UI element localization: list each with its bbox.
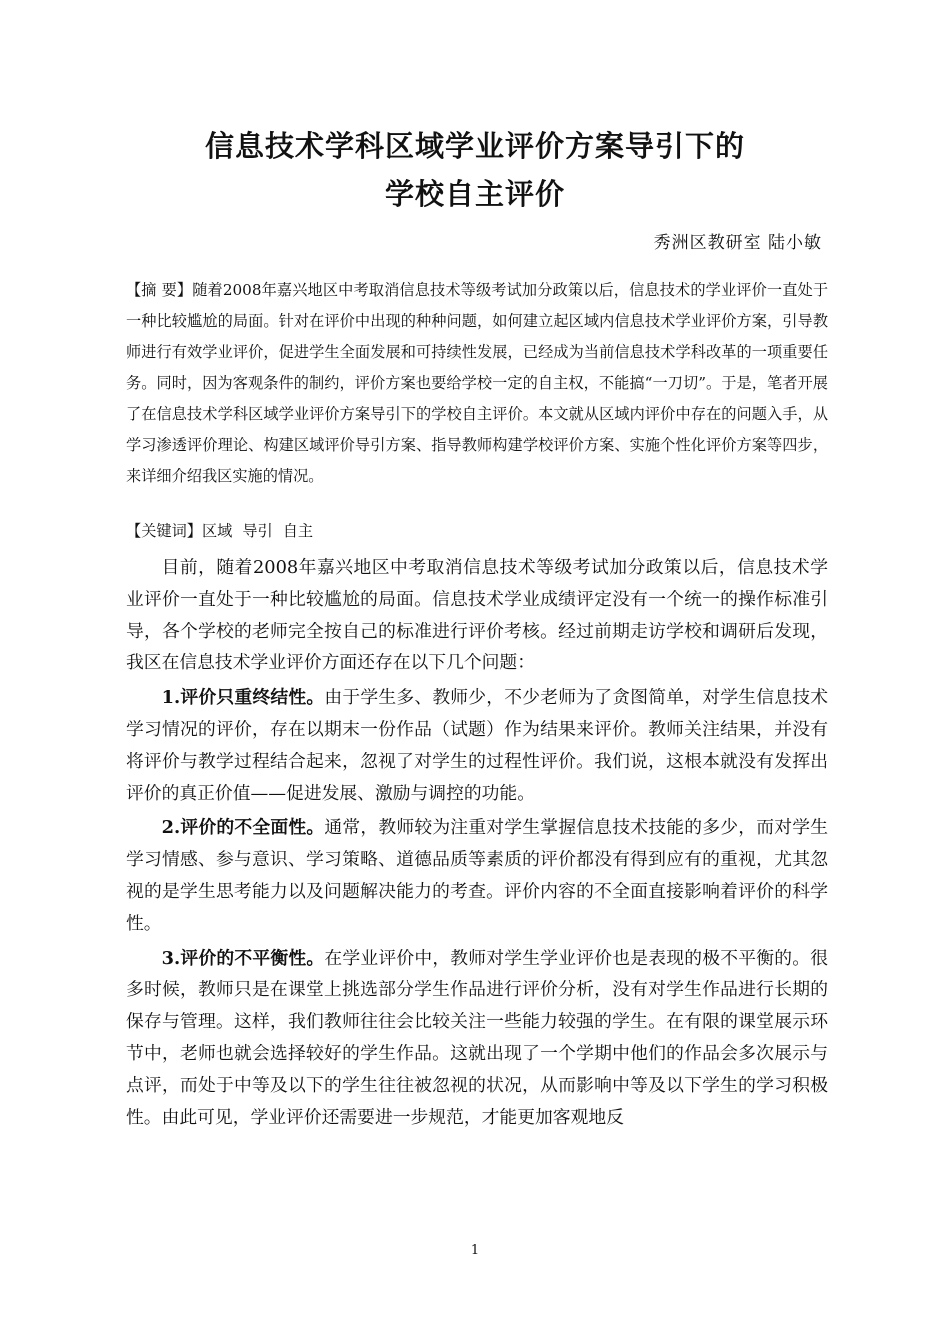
item-heading: 2.评价的不全面性。: [161, 817, 325, 839]
document-title-line1: 信息技术学科区域学业评价方案导引下的: [204, 129, 745, 163]
problem-item-3: [126, 943, 828, 1134]
item-text: 在学业评价中，教师对学生学业评价也是表现的极不平衡的。很多时候，教师只是在课堂上挑选部分学生作品进行评价分析，没有对学生作品进行长期的保存与管理。这样，我们教师往往会比较关注一些能力较强的学生。在有限的课堂展示环节中，老师也就会选择较好的学生作品。这就出现了一个学期中他们的作品会多次展示与点评，而处于中等及以下的学生往往被忽视的状况，从而影响中等及以下学生的学习积极性。由此可见，学业评价还需要进一步规范，才能更加客观地反: [126, 947, 828, 1128]
item-heading: 1.评价只重终结性。: [161, 687, 325, 709]
item-heading: 3.评价的不平衡性。: [161, 947, 325, 969]
page-number: 1: [470, 1243, 480, 1258]
item-text: 由于学生多、教师少，不少老师为了贪图简单，对学生信息技术学习情况的评价，存在以期末一份作品（试题）作为结果来评价。教师关注结果，并没有将评价与教学过程结合起来，忽视了对学生的过程性评价。我们说，这根本就没有发挥出评价的真正价值——促进发展、激励与调控的功能。: [126, 687, 828, 804]
author-line: 秀洲区教研室 陆小敏: [653, 233, 822, 253]
document-title-line2: 学校自主评价: [384, 177, 565, 211]
keyword: 导引: [242, 522, 273, 540]
problem-item-1: [126, 682, 828, 809]
abstract-label: 【摘 要】: [126, 281, 193, 299]
problem-item-2: [126, 812, 828, 939]
keyword: 自主: [282, 522, 314, 540]
body-text: [126, 552, 828, 1133]
abstract-text: 随着2008年嘉兴地区中考取消信息技术等级考试加分政策以后，信息技术的学业评价一直处于一种比较尴尬的局面。针对在评价中出现的种种问题，如何建立起区域内信息技术学业评价方案，引导教师进行有效学业评价，促进学生全面发展和可持续性发展，已经成为当前信息技术学科改革的一项重要任务。同时，因为客观条件的制约，评价方案也要给学校一定的自主权，不能搞“一刀切”。于是，笔者开展了在信息技术学科区域学业评价方案导引下的学校自主评价。本文就从区域内评价中存在的问题入手，从学习渗透评价理论、构建区域评价导引方案、指导教师构建学校评价方案、实施个性化评价方案等四步，来详细介绍我区实施的情况。: [126, 281, 829, 485]
keywords: [126, 520, 323, 541]
abstract: [126, 275, 828, 492]
item-text: 通常，教师较为注重对学生掌握信息技术技能的多少，而对学生学习情感、参与意识、学习策略、道德品质等素质的评价都没有得到应有的重视，尤其忽视的是学生思考能力以及问题解决能力的考查。评价内容的不全面直接影响着评价的科学性。: [126, 817, 828, 934]
keywords-label: 【关键词】: [126, 522, 202, 540]
intro-paragraph: 目前，随着2008年嘉兴地区中考取消信息技术等级考试加分政策以后，信息技术学业评价一直处于一种比较尴尬的局面。信息技术学业成绩评定没有一个统一的操作标准引导，各个学校的老师完全按自己的标准进行评价考核。经过前期走访学校和调研后发现，我区在信息技术学业评价方面还存在以下几个问题：: [126, 557, 828, 674]
keyword: 区域: [201, 522, 233, 540]
